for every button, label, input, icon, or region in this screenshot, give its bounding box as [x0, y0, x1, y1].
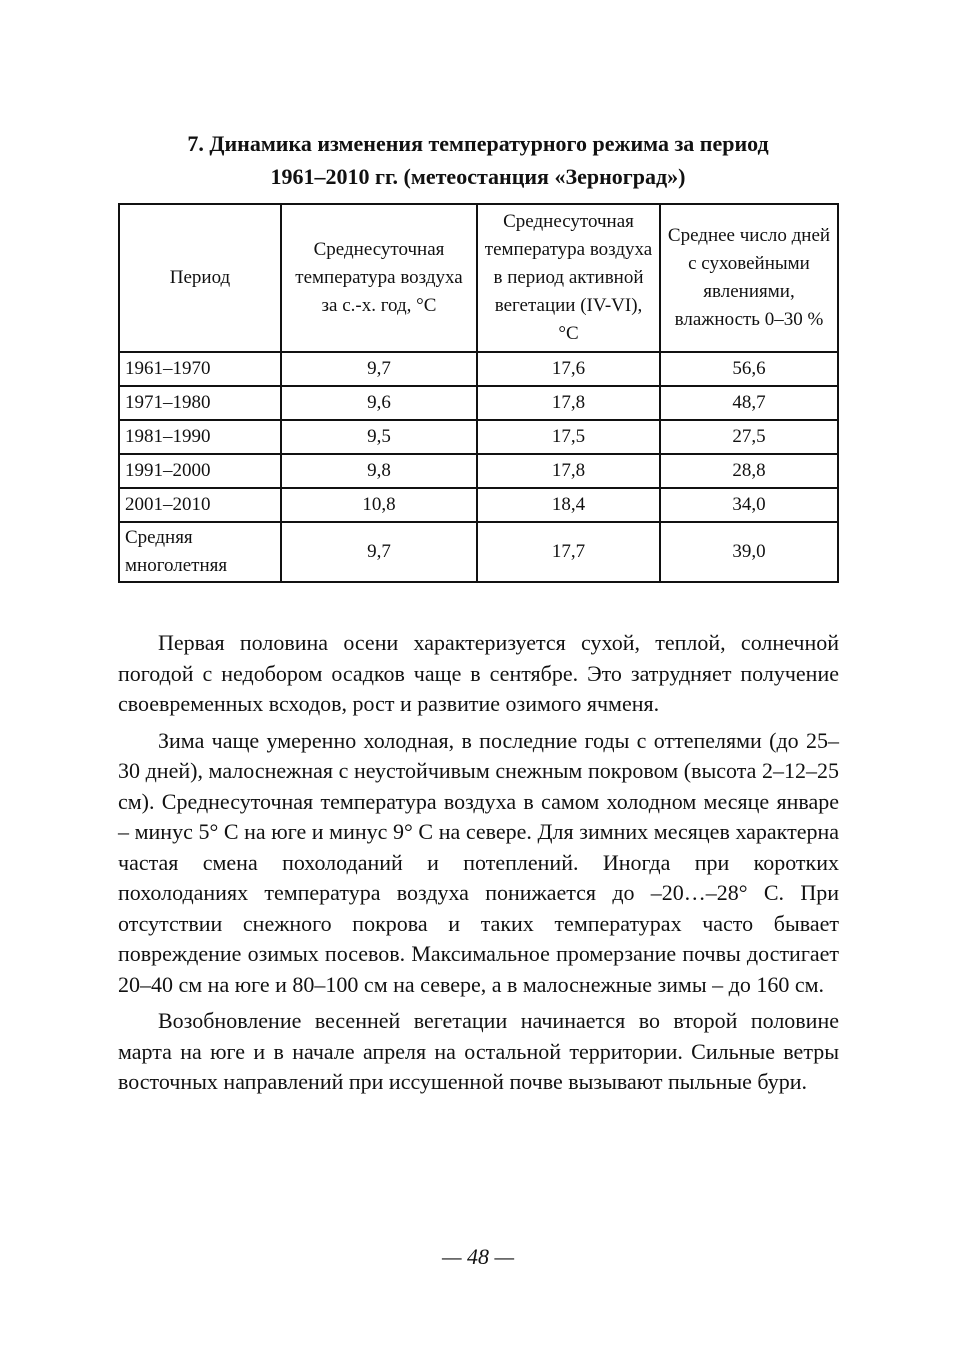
cell-period: 1981–1990 [119, 420, 281, 454]
cell-annual-temp: 9,8 [281, 454, 477, 488]
table-row [119, 420, 838, 454]
cell-annual-temp: 9,7 [281, 352, 477, 386]
header-vegetation-temp: Среднесуточная температура воздуха в период активной вегетации (IV-VI), °С [477, 204, 660, 352]
table-row [119, 488, 838, 522]
table-row [119, 352, 838, 386]
cell-dry-wind-days: 48,7 [660, 386, 838, 420]
table-header-row [119, 204, 838, 352]
cell-vegetation-temp: 17,7 [477, 522, 660, 582]
body-text [118, 628, 839, 1104]
cell-period: 1961–1970 [119, 352, 281, 386]
cell-period: Средняя многолетняя [119, 522, 281, 582]
cell-period: 2001–2010 [119, 488, 281, 522]
cell-period: 1971–1980 [119, 386, 281, 420]
table-row [119, 454, 838, 488]
cell-dry-wind-days: 56,6 [660, 352, 838, 386]
header-annual-temp: Среднесуточная температура воздуха за с.-х. год, °С [281, 204, 477, 352]
cell-annual-temp: 9,7 [281, 522, 477, 582]
paragraph-autumn: Первая половина осени характеризуется сухой, теплой, солнечной погодой с недобором осадков чаще в сентябре. Это затрудняет получение своевременных всходов, рост и развитие озимого ячменя. [118, 630, 839, 716]
cell-annual-temp: 9,5 [281, 420, 477, 454]
cell-vegetation-temp: 17,8 [477, 454, 660, 488]
cell-annual-temp: 9,6 [281, 386, 477, 420]
cell-vegetation-temp: 18,4 [477, 488, 660, 522]
table-title-line2: 1961–2010 гг. (метеостанция «Зерноград») [270, 164, 686, 189]
table-title [100, 127, 856, 193]
paragraph-spring: Возобновление весенней вегетации начинается во второй половине марта на юге и в начале апреля на остальной территории. Сильные ветры восточных направлений при иссушенной почве вызывают пыльные бури. [118, 1008, 839, 1094]
table-row [119, 386, 838, 420]
cell-dry-wind-days: 39,0 [660, 522, 838, 582]
header-dry-wind-days: Среднее число дней с суховейными явлениями, влажность 0–30 % [660, 204, 838, 352]
cell-dry-wind-days: 34,0 [660, 488, 838, 522]
cell-vegetation-temp: 17,6 [477, 352, 660, 386]
cell-dry-wind-days: 28,8 [660, 454, 838, 488]
temperature-table [118, 203, 839, 583]
paragraph-winter: Зима чаще умеренно холодная, в последние годы с оттепелями (до 25–30 дней), малоснежная с неустойчивым снежным покровом (высота 2–12–25 см). Среднесуточная температура воздуха в самом холодном месяце январе – минус 5° С на юге и минус 9° С на севере. Для зимних месяцев характерна частая смена похолоданий и потеплений. Иногда при коротких похолоданиях температура воздуха понижается до –20…–28° С. При отсутствии снежного покрова и таких температурах часто бывает повреждение озимых посевов. Максимальное промерзание почвы достигает 20–40 см на юге и 80–100 см на севере, а в малоснежные зимы – до 160 см. [118, 727, 839, 997]
cell-vegetation-temp: 17,5 [477, 420, 660, 454]
header-period: Период [119, 204, 281, 352]
table-title-line1: 7. Динамика изменения температурного режима за период [187, 131, 769, 156]
page-number: — 48 — [441, 1244, 515, 1269]
table-row-average [119, 522, 838, 582]
cell-dry-wind-days: 27,5 [660, 420, 838, 454]
cell-vegetation-temp: 17,8 [477, 386, 660, 420]
cell-annual-temp: 10,8 [281, 488, 477, 522]
cell-period: 1991–2000 [119, 454, 281, 488]
